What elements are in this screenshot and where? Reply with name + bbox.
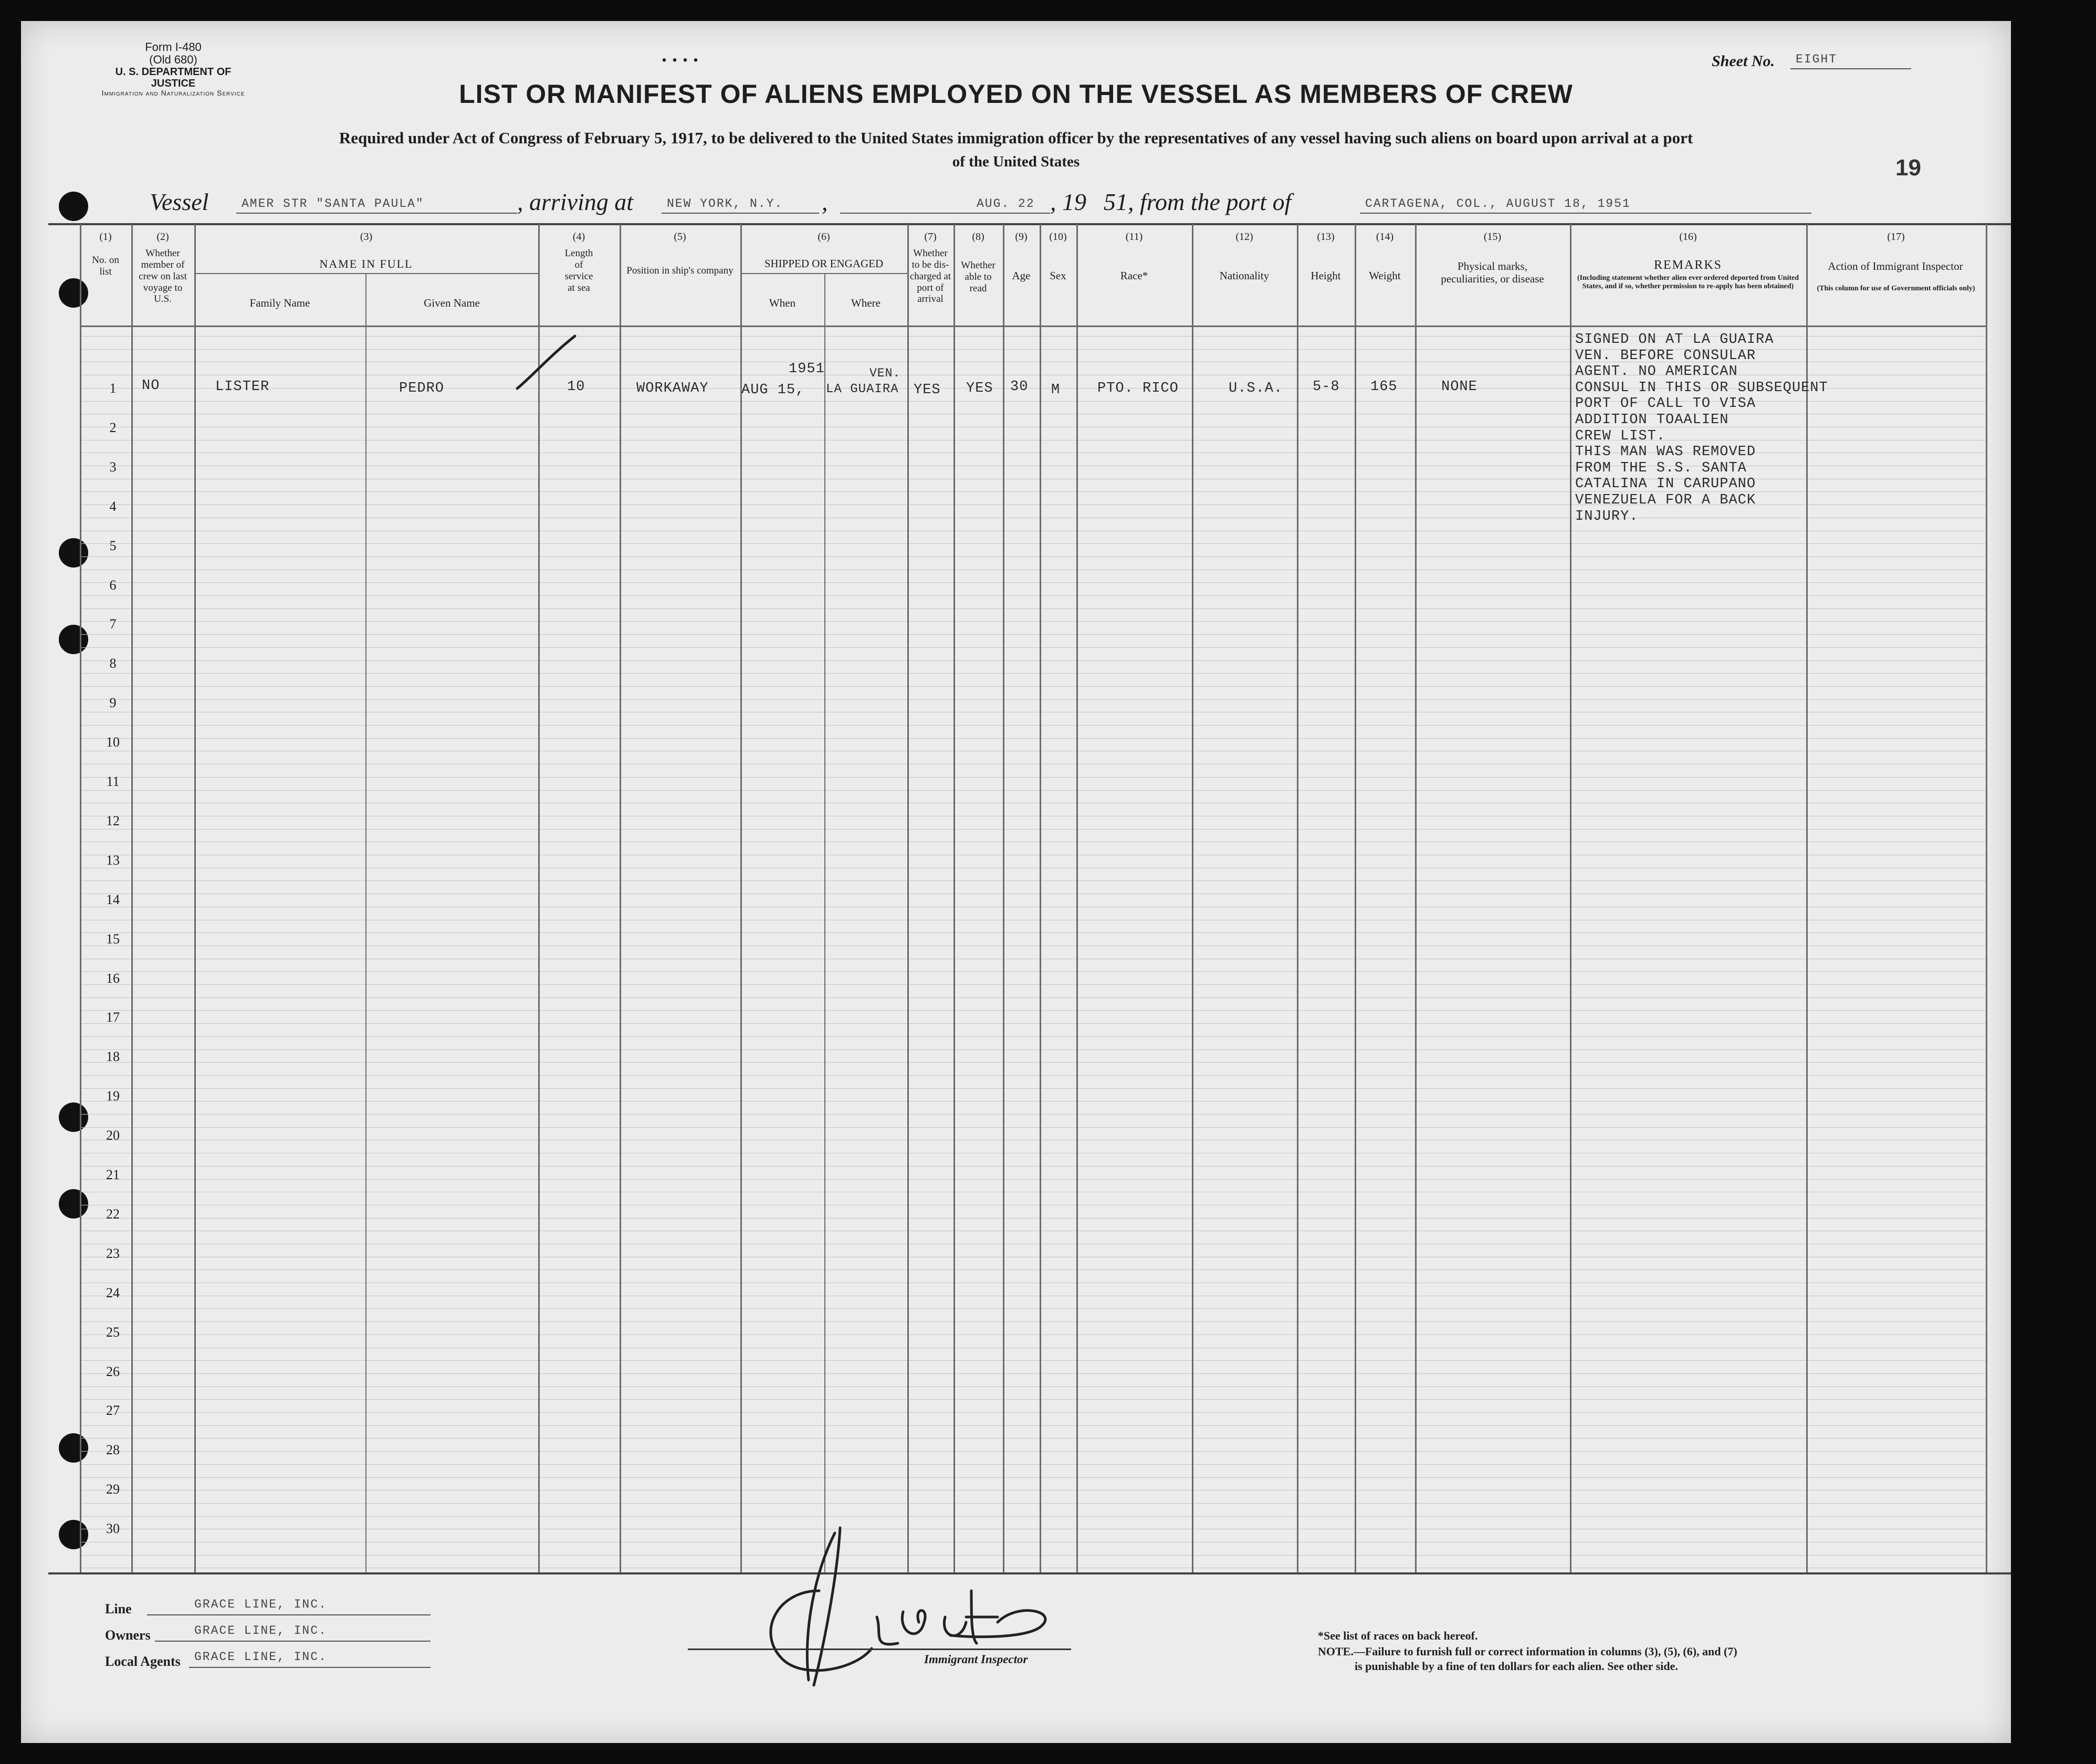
row-number: 16 (106, 970, 120, 986)
col-num-8: (8) (972, 231, 984, 243)
binder-hole (59, 192, 88, 221)
col-head-name-in-full: NAME IN FULL (319, 257, 413, 270)
stamp-number: 19 (1895, 155, 1921, 181)
row-number: 7 (109, 616, 117, 632)
owners-value: GRACE LINE, INC. (194, 1624, 327, 1637)
col-head-nationality: Nationality (1219, 269, 1270, 282)
row-number: 17 (106, 1010, 120, 1025)
remarks-line: CONSUL IN THIS OR SUBSEQUENT (1575, 380, 1828, 396)
row-number: 24 (106, 1285, 120, 1300)
row-number: 21 (106, 1167, 120, 1182)
col-num-10: (10) (1049, 231, 1067, 243)
remarks-line: AGENT. NO AMERICAN (1575, 364, 1738, 380)
col-num-12: (12) (1235, 231, 1253, 243)
sheet-label: Sheet No. (1712, 52, 1775, 70)
row-number: 6 (109, 577, 117, 593)
entry-length-service: 10 (567, 379, 585, 395)
entry-nationality: U.S.A. (1229, 381, 1283, 396)
col-num-1: (1) (99, 231, 112, 243)
entry-family-name: LISTER (215, 379, 270, 395)
from-port-value: CARTAGENA, COL., AUGUST 18, 1951 (1365, 197, 1631, 211)
inspector-label: Immigrant Inspector (924, 1653, 1028, 1666)
year-prefix: , 19 (1050, 188, 1086, 215)
col-num-9: (9) (1015, 231, 1028, 243)
col-head-remarks-note: (Including statement whether alien ever ordered deported from United States, and if so, whether permission to re-apply has been obtained) (1577, 274, 1799, 291)
col-num-11: (11) (1125, 231, 1143, 243)
col-head-where: Where (851, 297, 881, 309)
binder-hole (59, 278, 88, 308)
col-num-3: (3) (360, 231, 373, 243)
col-head-inspector-action: Action of Immigrant Inspector (1828, 260, 1963, 272)
penalty-note-1: NOTE.—Failure to furnish full or correct information in columns (3), (5), (6), and (7) (1318, 1645, 1737, 1658)
service-name: Immigration and Naturalization Service (101, 89, 245, 98)
entry-when-year: 1951 (789, 361, 825, 377)
penalty-note-2: is punishable by a fine of ten dollars for each alien. See other side. (1355, 1660, 1678, 1673)
owners-label: Owners (105, 1628, 151, 1643)
vessel-value: AMER STR "SANTA PAULA" (242, 197, 424, 211)
row-number: 1 (109, 381, 117, 396)
entry-crew-last-voyage: NO (142, 378, 160, 394)
local-agents-value: GRACE LINE, INC. (194, 1650, 327, 1664)
col-num-15: (15) (1483, 231, 1502, 243)
from-port-label: , from the port of (1128, 188, 1292, 215)
line-value: GRACE LINE, INC. (194, 1598, 327, 1611)
page-title: LIST OR MANIFEST OF ALIENS EMPLOYED ON THE VESSEL AS MEMBERS OF CREW (459, 79, 1573, 109)
col-head-sex: Sex (1050, 269, 1066, 282)
col-head-height: Height (1311, 269, 1341, 282)
header-dots: . . . . (662, 43, 698, 66)
entry-remarks (1575, 332, 1828, 524)
arriving-value: NEW YORK, N.Y. (667, 197, 783, 211)
row-number: 8 (109, 656, 117, 671)
entry-sex: M (1051, 382, 1061, 398)
arriving-comma: , (822, 188, 828, 215)
col-num-2: (2) (156, 231, 169, 243)
entry-discharged: YES (914, 382, 941, 398)
entry-where-port: LA GUAIRA (826, 382, 899, 396)
line-label: Line (105, 1601, 132, 1616)
col-num-6: (6) (818, 231, 830, 243)
col-head-discharged: Whether to be dis-charged at port of arrival (909, 248, 951, 305)
subtitle-line-2: of the United States (952, 153, 1080, 170)
remarks-line: FROM THE S.S. SANTA (1575, 460, 1747, 476)
subtitle-line-1: Required under Act of Congress of February 5, 1917, to be delivered to the United States immigration officer by the representatives of any vessel having such aliens on board upon arrival at a port (339, 129, 1693, 147)
col-num-5: (5) (674, 231, 686, 243)
col-num-14: (14) (1376, 231, 1394, 243)
row-number: 20 (106, 1128, 120, 1143)
col-head-length-service: Length of service at sea (564, 248, 593, 293)
col-head-inspector-note: (This column for use of Government officials only) (1817, 285, 1975, 292)
local-agents-label: Local Agents (105, 1654, 181, 1669)
col-num-13: (13) (1317, 231, 1335, 243)
remarks-line: INJURY. (1575, 508, 1639, 524)
row-number: 13 (106, 852, 120, 868)
department-name: U. S. DEPARTMENT OF JUSTICE (115, 66, 232, 90)
row-number: 9 (109, 695, 117, 711)
arriving-label: , arriving at (517, 188, 634, 215)
inspector-signature-icon (725, 1512, 1092, 1701)
row-number: 23 (106, 1245, 120, 1261)
form-number: Form I-480 (145, 40, 202, 54)
col-head-race: Race* (1120, 269, 1148, 282)
remarks-line: SIGNED ON AT LA GUAIRA (1575, 332, 1774, 348)
col-num-16: (16) (1679, 231, 1697, 243)
col-head-when: When (769, 297, 796, 309)
row-number: 26 (106, 1363, 120, 1379)
row-number: 25 (106, 1324, 120, 1340)
remarks-line: CATALINA IN CARUPANO (1575, 476, 1756, 492)
row-number: 29 (106, 1482, 120, 1497)
col-head-member-last-voyage: Whether member of crew on last voyage to U.S. (139, 248, 187, 305)
remarks-line: VENEZUELA FOR A BACK (1575, 492, 1756, 508)
form-old-number: (Old 680) (149, 53, 197, 67)
row-number: 2 (109, 419, 117, 435)
entry-race: PTO. RICO (1097, 381, 1179, 396)
entry-able-read: YES (966, 381, 993, 396)
col-head-age: Age (1012, 269, 1031, 282)
manifest-sheet (21, 21, 2011, 1743)
entry-position: WORKAWAY (636, 381, 709, 396)
col-head-family-name: Family Name (249, 297, 310, 309)
col-head-weight: Weight (1369, 269, 1401, 282)
arrival-date: AUG. 22 (977, 197, 1035, 211)
row-number: 10 (106, 734, 120, 750)
remarks-line: CREW LIST. (1575, 428, 1666, 444)
row-number: 30 (106, 1521, 120, 1537)
col-head-position: Position in ship's company (626, 265, 733, 276)
entry-when-date: AUG 15, (741, 382, 805, 398)
races-note: *See list of races on back hereof. (1318, 1629, 1478, 1642)
remarks-line: VEN. BEFORE CONSULAR (1575, 348, 1756, 364)
col-head-given-name: Given Name (424, 297, 480, 309)
col-num-4: (4) (572, 231, 585, 243)
row-number: 15 (106, 931, 120, 947)
row-number: 12 (106, 813, 120, 828)
sheet-value: EIGHT (1796, 52, 1838, 66)
col-head-no-on-list: No. on list (92, 255, 119, 277)
vessel-label: Vessel (150, 188, 209, 215)
remarks-line: THIS MAN WAS REMOVED (1575, 444, 1756, 460)
col-head-physical-marks: Physical marks, peculiarities, or disease (1441, 260, 1544, 286)
col-head-shipped-engaged: SHIPPED OR ENGAGED (764, 257, 884, 270)
entry-given-name: PEDRO (399, 381, 445, 396)
remarks-line: PORT OF CALL TO VISA (1575, 396, 1756, 412)
check-mark-icon (512, 326, 617, 394)
row-number: 3 (109, 459, 117, 475)
remarks-line: ADDITION TOAALIEN (1575, 412, 1729, 428)
row-number: 4 (109, 498, 117, 514)
row-number: 11 (106, 774, 120, 789)
col-head-able-read: Whether able to read (961, 260, 995, 294)
col-num-7: (7) (924, 231, 937, 243)
row-number: 27 (106, 1403, 120, 1419)
col-num-17: (17) (1887, 231, 1905, 243)
col-head-remarks: REMARKS (1653, 258, 1723, 272)
entry-height: 5-8 (1313, 379, 1340, 395)
entry-where-country: VEN. (869, 366, 901, 380)
entry-physical-marks: NONE (1441, 379, 1477, 395)
row-number: 5 (109, 538, 117, 553)
row-number: 18 (106, 1049, 120, 1065)
row-number: 14 (106, 891, 120, 907)
entry-age: 30 (1010, 379, 1029, 395)
row-number: 22 (106, 1206, 120, 1222)
row-number: 28 (106, 1442, 120, 1458)
entry-weight: 165 (1370, 379, 1398, 395)
year-suffix: 51 (1104, 188, 1128, 215)
row-number: 19 (106, 1088, 120, 1104)
